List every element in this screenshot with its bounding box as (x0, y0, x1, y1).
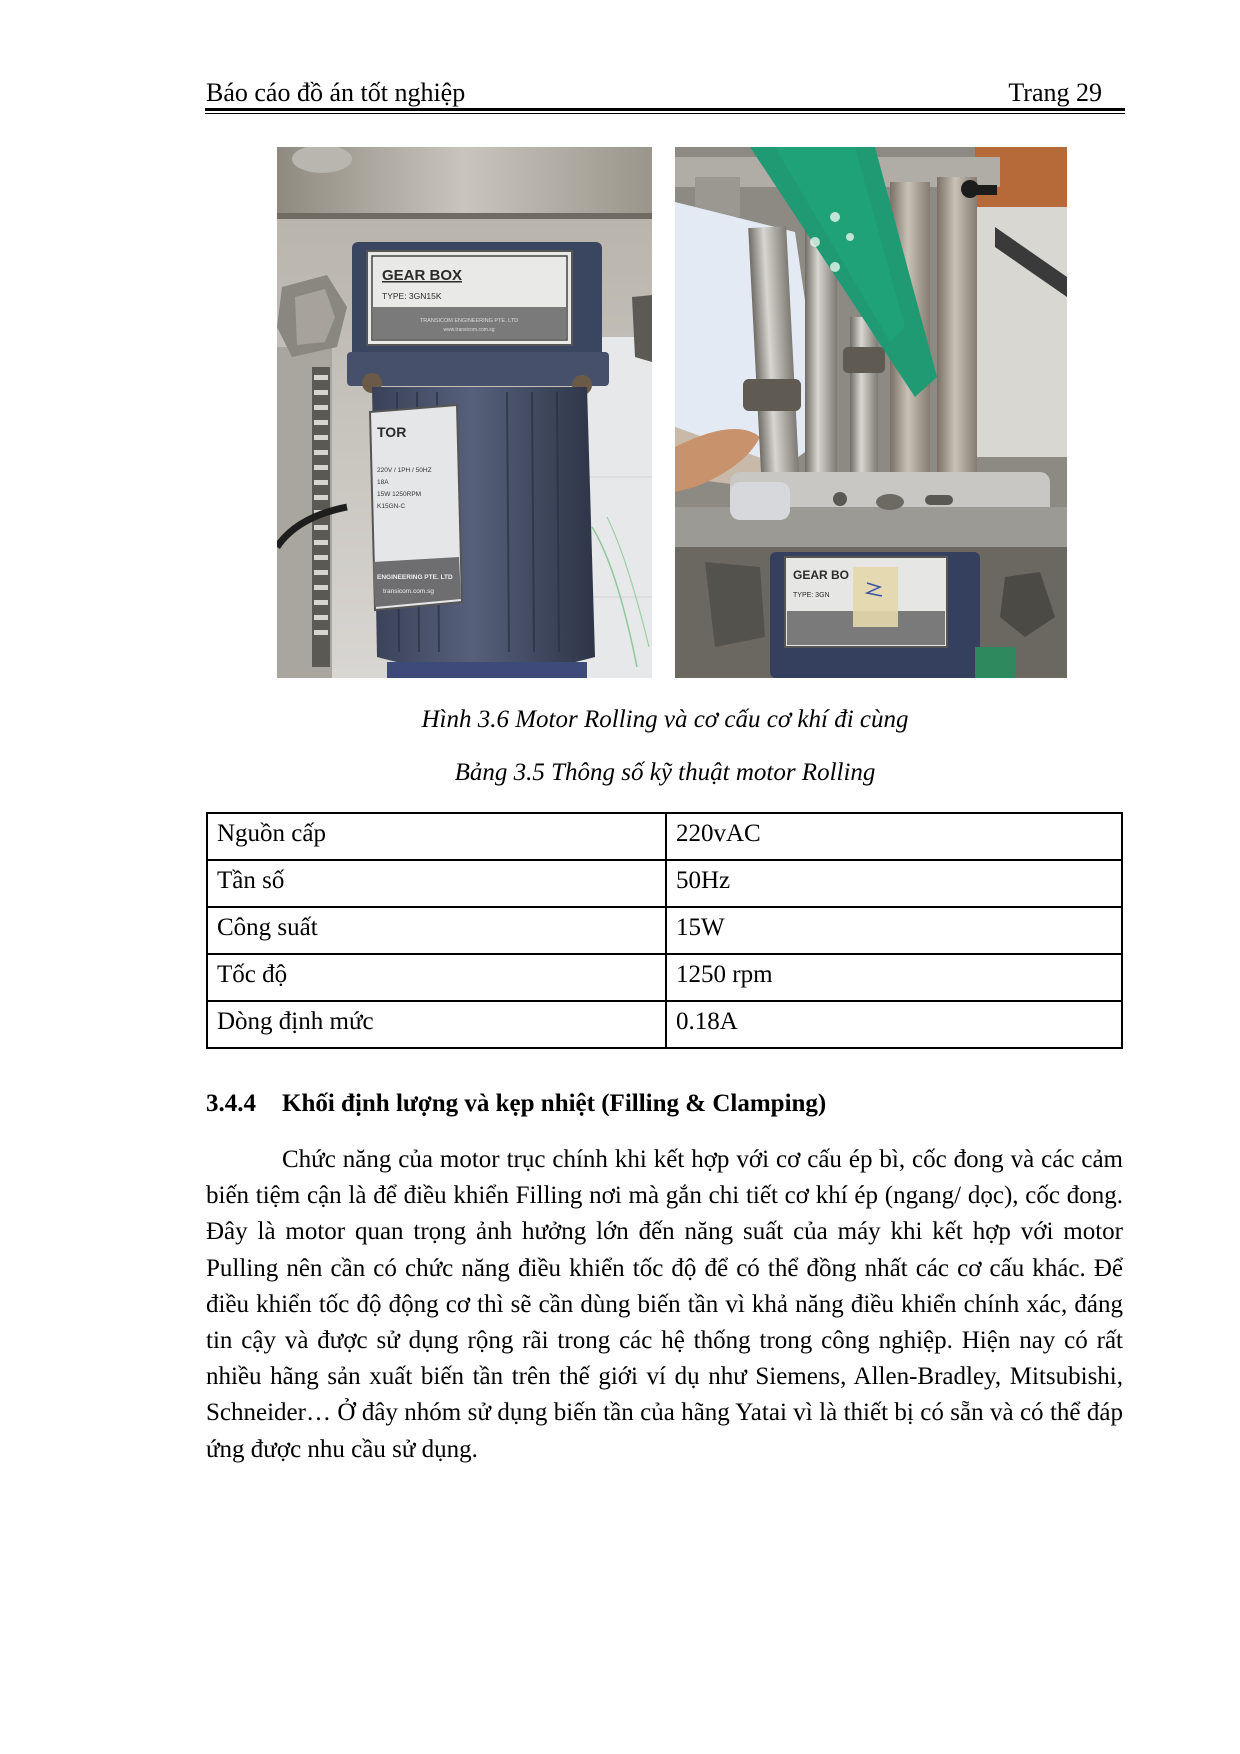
page-number: Trang 29 (1008, 78, 1102, 107)
gearbox-label-right: GEAR BO (793, 568, 850, 582)
body-paragraph: Chức năng của motor trục chính khi kết hợp với cơ cấu ép bì, cốc đong và các cảm biến tiệm cận là để điều khiển Filling nơi mà gắn chi tiết cơ khí ép (ngang/ dọc), cốc đong. Đây là motor quan trọng ảnh hưởng lớn đến năng suất của máy khi kết hợp với motor Pulling nên cần có chức năng điều khiển tốc độ để có thể đồng nhất các cơ cấu khác. Để điều khiển tốc độ động cơ thì sẽ cần dùng biến tần vì khả năng điều khiển chính xác, đáng tin cậy và được sử dụng rộng rãi trong các hệ thống trong công nghiệp. Hiện nay có rất nhiều hãng sản xuất biến tần trên thế giới ví dụ như Siemens, Allen-Bradley, Mitsubishi, Schneider… Ở đây nhóm sử dụng biến tần của hãng Yatai vì là thiết bị có sẵn và có thể đáp ứng được nhu cầu sử dụng. (206, 1146, 1123, 1463)
motor-site-label: transicom.com.sg (383, 588, 434, 595)
motor-spec-line-1: 220V / 1PH / 50HZ (377, 467, 432, 474)
table-cell-value: 50Hz (666, 860, 1122, 907)
table-cell-param: Dòng định mức (207, 1001, 666, 1048)
motor-label: TOR (377, 424, 407, 440)
motor-spec-line-3: 15W 1250RPM (377, 491, 422, 498)
figure-caption: Hình 3.6 Motor Rolling và cơ cấu cơ khí đi cùng (421, 706, 909, 733)
gearbox-site-label: www.transicom.com.sg (443, 327, 495, 333)
document-header-title: Báo cáo đồ án tốt nghiệp (206, 78, 466, 107)
table-cell-param: Tốc độ (207, 954, 666, 1001)
table-row (207, 860, 1122, 907)
header-rule-thin (205, 113, 1125, 114)
motor-spec-table (206, 812, 1123, 1049)
header-rule-thick (205, 108, 1125, 111)
table-row (207, 813, 1122, 860)
table-cell-value: 220vAC (666, 813, 1122, 860)
motor-spec-line-2: 18A (377, 479, 389, 486)
table-cell-param: Nguồn cấp (207, 813, 666, 860)
table-row (207, 907, 1122, 954)
table-caption: Bảng 3.5 Thông số kỹ thuật motor Rolling (454, 759, 876, 786)
table-cell-value: 15W (666, 907, 1122, 954)
section-heading (206, 1087, 826, 1121)
gearbox-label: GEAR BOX (382, 267, 463, 284)
motor-spec-line-4: K15GN-C (377, 503, 406, 510)
figure-photo-rollers (675, 147, 1067, 678)
table-row (207, 1001, 1122, 1048)
table-cell-value: 0.18A (666, 1001, 1122, 1048)
section-title: Khối định lượng và kẹp nhiệt (Filling & Clamping) (282, 1090, 827, 1117)
table-cell-param: Công suất (207, 907, 666, 954)
gearbox-type-label: TYPE: 3GN15K (382, 291, 442, 301)
gearbox-company-label: TRANSICOM ENGINEERING PTE. LTD (419, 318, 519, 324)
motor-company-label: ENGINEERING PTE. LTD (377, 574, 453, 581)
gearbox-type-label-right: TYPE: 3GN (793, 592, 830, 599)
figure-photo-motor (277, 147, 652, 678)
table-cell-param: Tần số (207, 860, 666, 907)
table-row (207, 954, 1122, 1001)
table-cell-value: 1250 rpm (666, 954, 1122, 1001)
section-number: 3.4.4 (206, 1090, 256, 1117)
